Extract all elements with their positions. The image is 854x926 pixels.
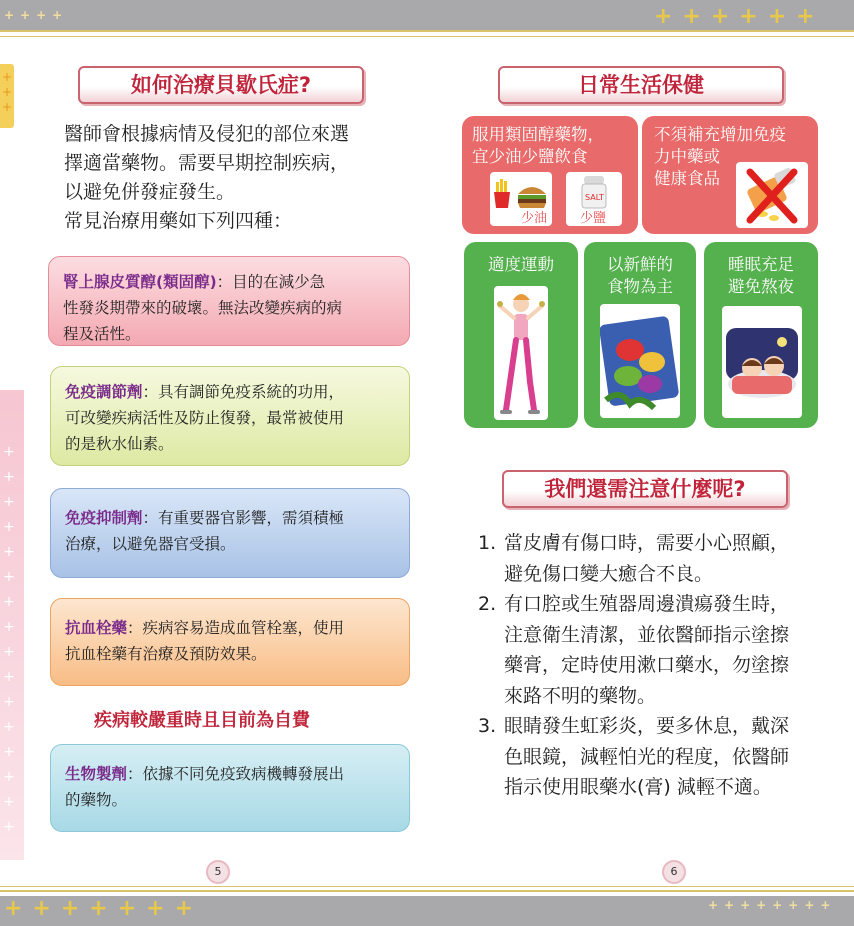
drug-name: 生物製劑 (65, 765, 128, 783)
notes-title: 我們還需注意什麼呢? (502, 470, 788, 508)
top-gold-line-thin (0, 36, 854, 37)
list-item: 1. 當皮膚有傷口時，需要小心照顧， 避免傷口變大癒合不良。 (478, 532, 790, 585)
sleeping-icon (722, 306, 802, 418)
list-item: 2. 有口腔或生殖器周邊潰瘍發生時， 注意衛生清潔，並依醫師指示塗擦 藥膏，定時使用漱口藥水，勿塗擦 來路不明的藥物。 (478, 593, 790, 707)
panel-sleep: 睡眠充足 避免熬夜 (704, 242, 818, 428)
panel-fresh-food: 以新鮮的 食物為主 (584, 242, 696, 428)
bottom-right-pluses: ++++++++ (708, 898, 837, 912)
care-notes-list (478, 528, 838, 803)
side-tab-marker: + + + (0, 64, 14, 128)
panel-exercise: 適度運動 (464, 242, 578, 428)
top-gold-line (0, 30, 854, 32)
bottom-gold-line-thin (0, 886, 854, 887)
page-number-right: 6 (662, 860, 686, 884)
page-number-left: 5 (206, 860, 230, 884)
bottom-gold-line (0, 890, 854, 892)
treatment-title: 如何治療貝歇氏症? (78, 66, 364, 104)
svg-text:少油: 少油 (521, 211, 548, 226)
drug-name: 免疫抑制劑 (65, 509, 143, 527)
drug-immunosuppressant-box: 免疫抑制劑：有重要器官影響，需須積極 治療，以避免器官受損。 (50, 488, 410, 578)
fries-burger-icon (490, 172, 552, 226)
exercise-woman-icon (494, 286, 548, 420)
drug-name: 抗血栓藥 (65, 619, 128, 637)
no-supplements-icon (736, 162, 808, 228)
panel-steroid-diet: 服用類固醇藥物， 宜少油少鹽飲食 少油 SALT 少鹽 (462, 116, 638, 234)
list-item: 3. 眼睛發生虹彩炎，要多休息，戴深 色眼鏡，減輕怕光的程度，依醫師 指示使用眼藥水(膏) 減輕不適。 (478, 715, 790, 798)
top-right-pluses: ++++++ (654, 4, 825, 29)
top-left-pluses: ++++ (4, 8, 69, 22)
drug-immunomodulator-box: 免疫調節劑：具有調節免疫系統的功用， 可改變疾病活性及防止復發，最常被使用 的是秋水仙素。 (50, 366, 410, 466)
intro-text: 醫師會根據病情及侵犯的部位來選 擇適當藥物。需要早期控制疾病， 以避免併發症發生。 常見治療用藥如下列四種： (64, 123, 350, 232)
bottom-left-pluses: +++++++ (4, 896, 204, 921)
side-pluses: + + + + + + + + + + + + + + + + (3, 444, 15, 835)
drug-name: 免疫調節劑 (65, 383, 143, 401)
drug-name: 腎上腺皮質醇(類固醇) (63, 273, 217, 291)
daily-care-title: 日常生活保健 (498, 66, 784, 104)
panel-no-supplements: 不須補充增加免疫 力中藥或 健康食品 (642, 116, 818, 234)
drug-biologic-box: 生物製劑：依據不同免疫致病機轉發展出 的藥物。 (50, 744, 410, 832)
salt-shaker-icon (566, 172, 622, 226)
drug-steroid-box: 腎上腺皮質醇(類固醇)：目的在減少急 性發炎期帶來的破壞。無法改變疾病的病 程及活性。 (48, 256, 410, 346)
self-pay-notice: 疾病較嚴重時且目前為自費 (94, 710, 310, 731)
vegetables-icon (600, 304, 680, 418)
svg-text:少鹽: 少鹽 (580, 211, 607, 226)
svg-text:SALT: SALT (585, 193, 604, 202)
drug-antithrombotic-box: 抗血栓藥：疾病容易造成血管栓塞，使用 抗血栓藥有治療及預防效果。 (50, 598, 410, 686)
